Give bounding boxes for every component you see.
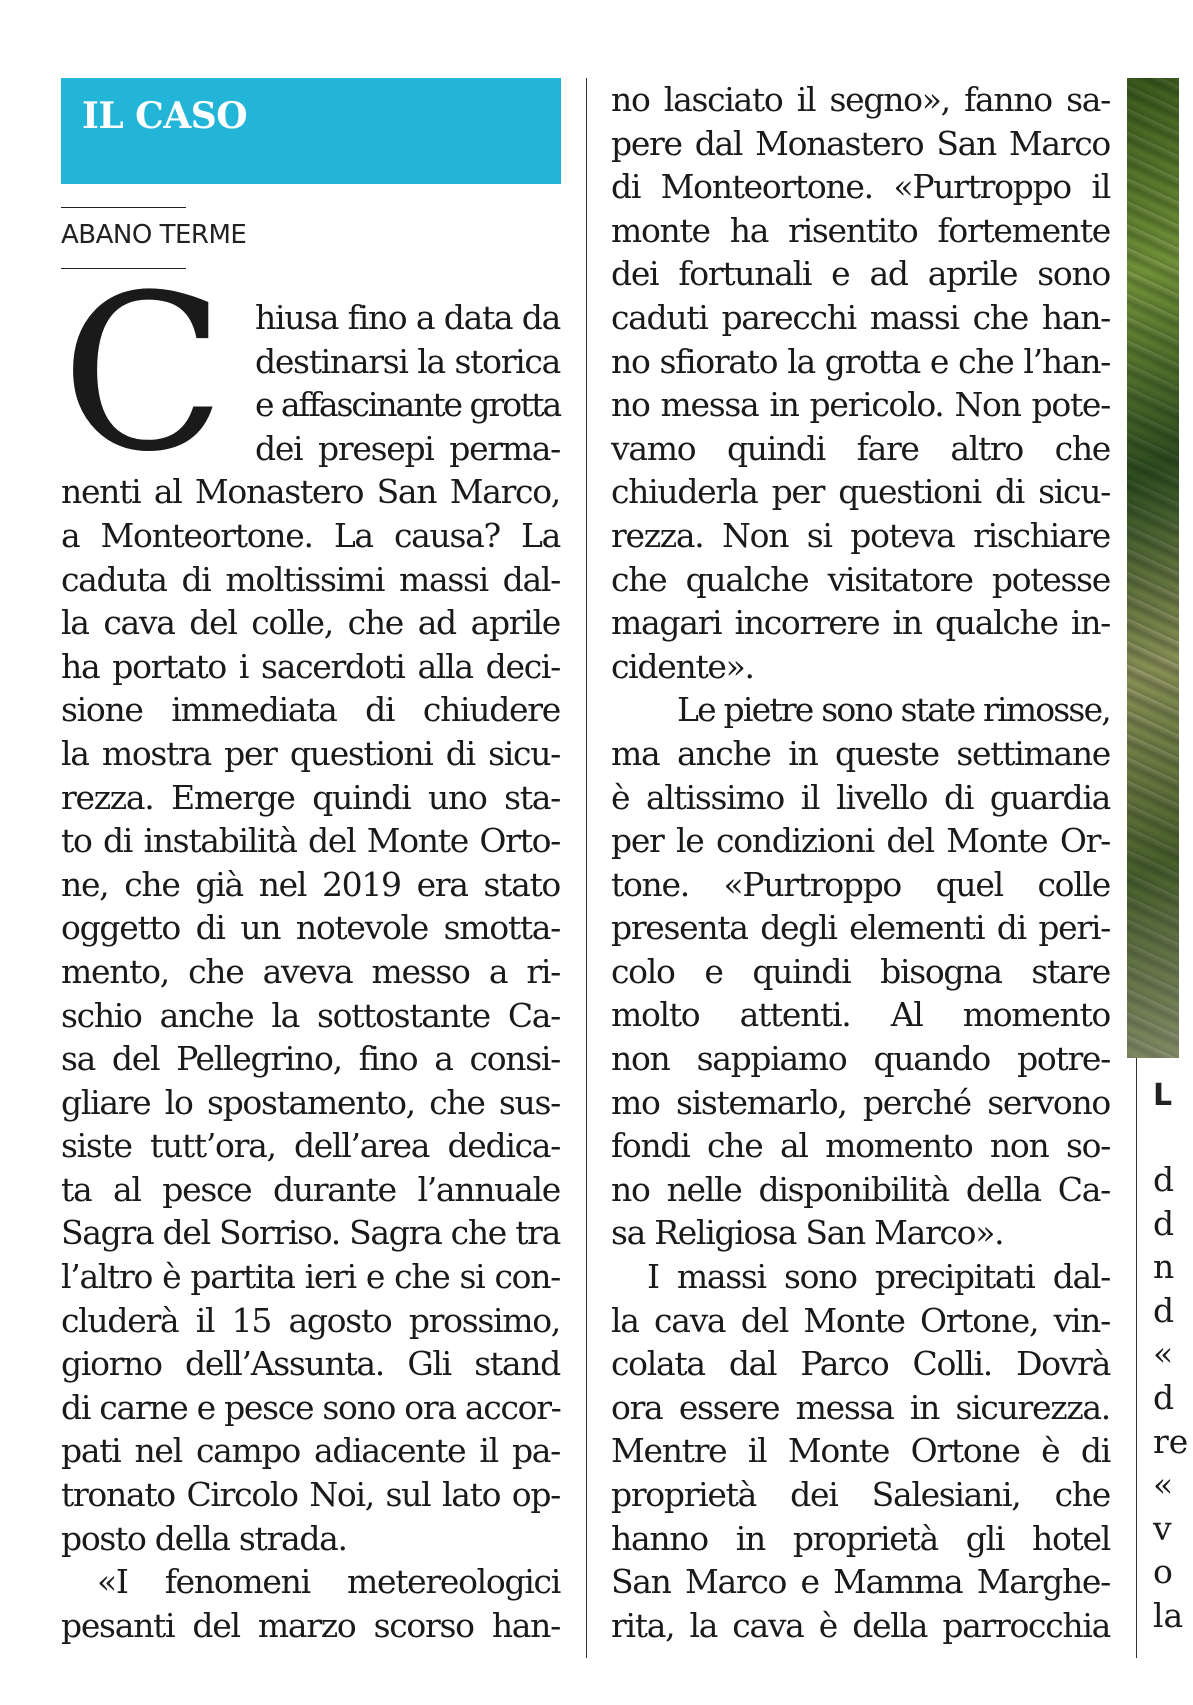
text-line: rita, la cava è della parrocchia — [611, 1605, 1110, 1645]
text-line-fragment: n — [1153, 1247, 1175, 1287]
text-line: destinarsi la storica — [255, 341, 560, 381]
text-line-fragment: v — [1153, 1508, 1172, 1548]
text-line: colata dal Parco Colli. Dovrà — [611, 1344, 1110, 1384]
text-line: la mostra per questioni di sicu- — [61, 733, 560, 773]
text-line: cidente». — [611, 646, 754, 686]
text-line: ne, che già nel 2019 era stato — [61, 864, 560, 904]
text-line: no nelle disponibilità della Ca- — [611, 1169, 1110, 1209]
text-line: pere dal Monastero San Marco — [611, 123, 1110, 163]
text-line: cluderà il 15 agosto prossimo, — [61, 1300, 560, 1340]
text-line-fragment: o — [1153, 1552, 1173, 1592]
text-line: giorno dell’Assunta. Gli stand — [61, 1344, 560, 1384]
text-line: mento, che aveva messo a ri- — [61, 951, 560, 991]
text-line: l’altro è partita ieri e che si con- — [61, 1257, 560, 1297]
text-line-fragment: d — [1153, 1203, 1175, 1243]
text-line: gliare lo spostamento, che sus- — [61, 1082, 560, 1122]
text-line: non sappiamo quando potre- — [611, 1039, 1110, 1079]
text-line: sa del Pellegrino, fino a consi- — [61, 1039, 560, 1079]
text-line: per le condizioni del Monte Or- — [611, 821, 1110, 861]
text-line: ha portato i sacerdoti alla deci- — [61, 646, 560, 686]
text-line: colo e quindi bisogna stare — [611, 951, 1110, 991]
text-line: fondi che al momento non so- — [611, 1126, 1110, 1166]
text-line: oggetto di un notevole smotta- — [61, 908, 560, 948]
text-line: proprietà dei Salesiani, che — [611, 1475, 1110, 1514]
text-line: pati nel campo adiacente il pa- — [61, 1431, 560, 1471]
text-line: e affascinante grotta — [255, 385, 561, 425]
text-line: presenta degli elementi di peri- — [611, 908, 1110, 948]
text-line: hiusa fino a data da — [255, 298, 560, 337]
text-line: I massi sono precipitati dal- — [647, 1257, 1110, 1297]
text-line: hanno in proprietà gli hotel — [611, 1518, 1110, 1558]
text-line: ora essere messa in sicurezza. — [611, 1387, 1110, 1427]
text-line: molto attenti. Al momento — [611, 995, 1110, 1035]
text-line: di Monteortone. «Purtroppo il — [611, 167, 1110, 207]
text-line: rezza. Emerge quindi uno sta- — [61, 777, 560, 817]
section-kicker: IL CASO — [82, 95, 248, 137]
text-line: Mentre il Monte Ortone è di — [611, 1431, 1110, 1471]
text-line-fragment: la — [1153, 1595, 1184, 1635]
text-line: schio anche la sottostante Ca- — [61, 995, 560, 1035]
text-line: magari incorrere in qualche in- — [611, 603, 1110, 643]
text-line: dei presepi perma- — [255, 428, 560, 468]
article-photo — [1127, 78, 1179, 1058]
text-line: no lasciato il segno», fanno sa- — [611, 80, 1110, 119]
column-divider-1 — [586, 78, 587, 1658]
photo-caption: L — [1153, 1078, 1173, 1113]
text-line: caduta di moltissimi massi dal- — [61, 559, 560, 599]
text-line: posto della strada. — [61, 1518, 347, 1558]
text-line-fragment: d — [1153, 1377, 1175, 1417]
text-line: a Monteortone. La causa? La — [61, 515, 560, 555]
text-line: monte ha risentito fortemente — [611, 210, 1110, 250]
text-line-fragment: d — [1153, 1160, 1175, 1199]
text-line: San Marco e Mamma Marghe- — [611, 1562, 1110, 1602]
text-line: sa Religiosa San Marco». — [611, 1213, 1004, 1253]
text-line: tone. «Purtroppo quel colle — [611, 864, 1110, 904]
location-label: ABANO TERME — [61, 220, 247, 250]
article-column-3 — [1153, 1158, 1193, 1638]
text-line: Sagra del Sorriso. Sagra che tra — [61, 1213, 561, 1253]
text-line: no messa in pericolo. Non pote- — [611, 385, 1110, 425]
text-line: è altissimo il livello di guardia — [611, 777, 1110, 817]
text-line: dei fortunali e ad aprile sono — [611, 254, 1110, 294]
text-line: la cava del Monte Ortone, vin- — [611, 1300, 1110, 1340]
text-line: rezza. Non si poteva rischiare — [611, 515, 1110, 555]
text-line: pesanti del marzo scorso han- — [61, 1605, 560, 1645]
text-line: la cava del colle, che ad aprile — [61, 603, 560, 643]
text-line: vamo quindi fare altro che — [611, 428, 1110, 468]
article-column-1 — [61, 296, 560, 1647]
text-line: caduti parecchi massi che han- — [611, 297, 1110, 337]
text-line-fragment: « — [1153, 1465, 1174, 1505]
drop-cap: C — [61, 248, 222, 499]
text-line-fragment: « — [1153, 1334, 1174, 1374]
text-line: nenti al Monastero San Marco, — [61, 472, 560, 512]
text-line: ma anche in queste settimane — [611, 733, 1110, 773]
article-column-2 — [611, 78, 1110, 1647]
text-line: sione immediata di chiudere — [61, 690, 560, 730]
text-line: che qualche visitatore potesse — [611, 559, 1110, 599]
text-line: di carne e pesce sono ora accor- — [61, 1387, 561, 1427]
text-line: no sfiorato la grotta e che l’han- — [611, 341, 1110, 381]
text-line-fragment: d — [1153, 1290, 1175, 1330]
text-line: siste tutt’ora, dell’area dedica- — [61, 1126, 560, 1166]
text-line: mo sistemarlo, perché servono — [611, 1082, 1110, 1122]
text-line-fragment: re — [1153, 1421, 1189, 1461]
text-line: chiuderla per questioni di sicu- — [611, 472, 1110, 512]
text-line: Le pietre sono state rimosse, — [677, 690, 1110, 730]
text-line: ta al pesce durante l’annuale — [61, 1169, 560, 1209]
section-header-box — [61, 78, 561, 184]
text-line: to di instabilità del Monte Orto- — [61, 821, 560, 861]
text-line: «I fenomeni metereologici — [97, 1562, 560, 1602]
text-line: tronato Circolo Noi, sul lato op- — [61, 1475, 560, 1515]
location-rule-top — [61, 207, 186, 208]
